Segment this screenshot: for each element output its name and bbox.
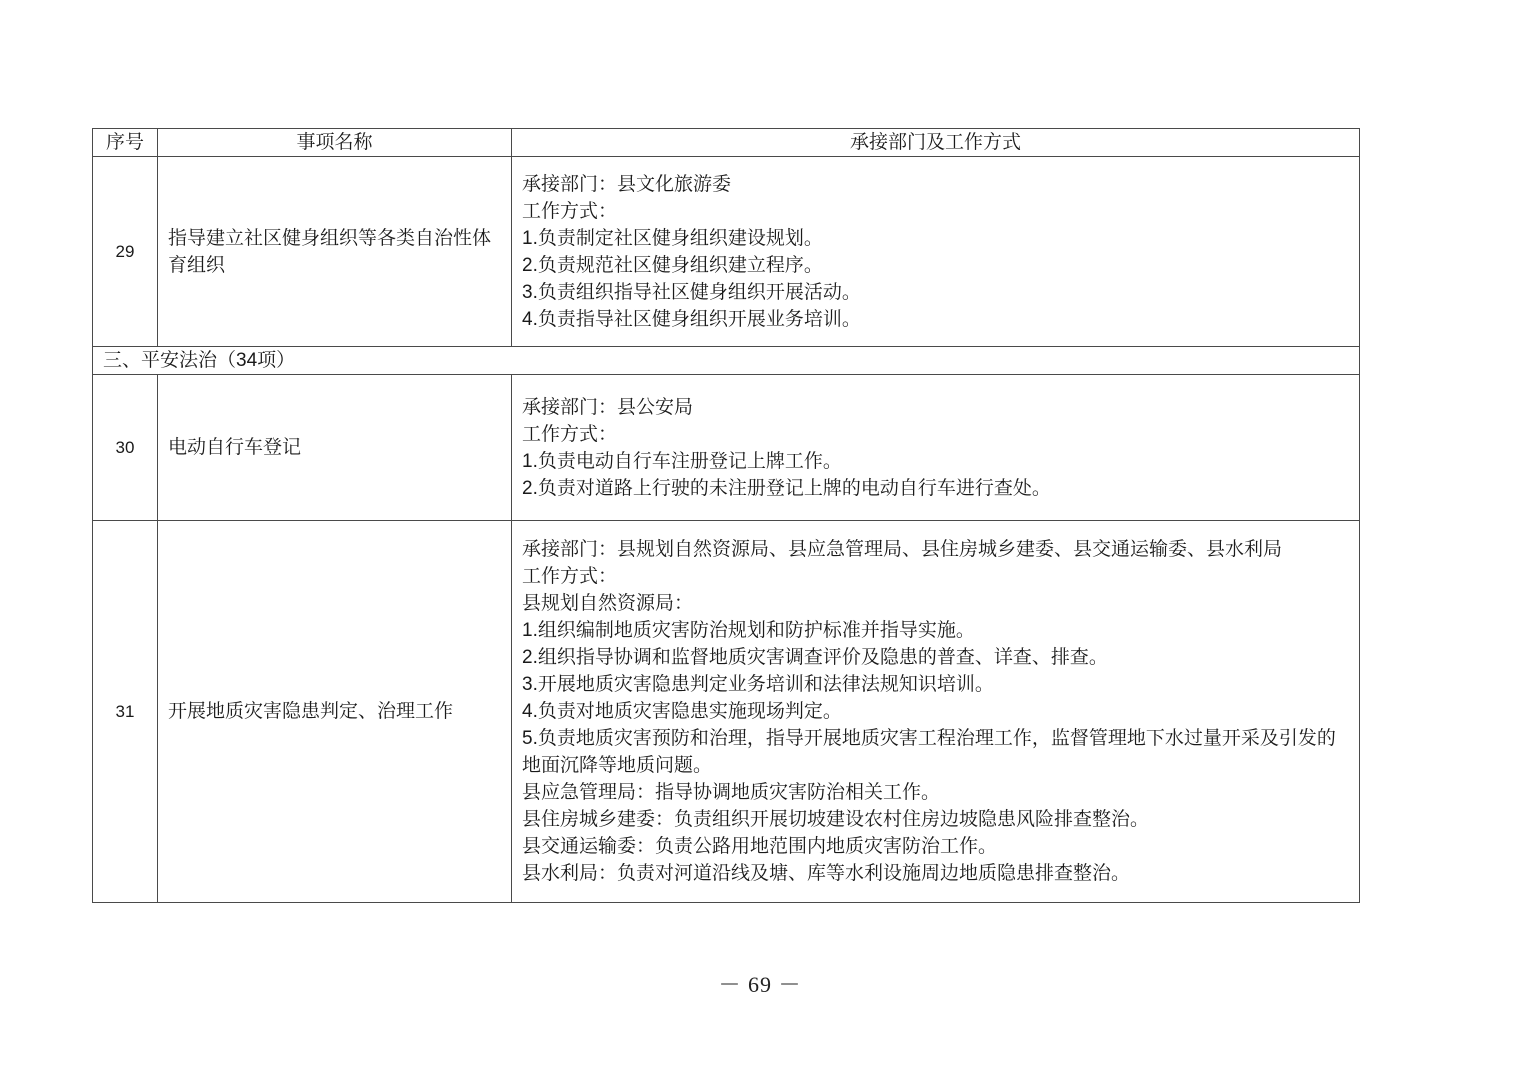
row-dept-method xyxy=(512,157,1360,347)
dept-line: 2.组织指导协调和监督地质灾害调查评价及隐患的普查、详查、排查。 xyxy=(522,647,1108,668)
dept-line: 承接部门：县公安局 xyxy=(522,396,694,418)
page-number: － 69 － xyxy=(718,972,802,997)
header-name: 事项名称 xyxy=(158,129,512,157)
dept-line: 3.开展地质灾害隐患判定业务培训和法律法规知识培训。 xyxy=(522,674,994,695)
dept-line: 5.负责地质灾害预防和治理，指导开展地质灾害工程治理工作，监督管理地下水过量开采及引发的地面沉降等地质问题。 xyxy=(522,728,1336,776)
table-header-row xyxy=(93,129,1360,157)
dept-line: 县水利局：负责对河道沿线及塘、库等水利设施周边地质隐患排查整治。 xyxy=(522,863,1131,884)
dept-line: 3.负责组织指导社区健身组织开展活动。 xyxy=(522,281,861,303)
row-item-name: 电动自行车登记 xyxy=(158,375,512,521)
dept-line: 县应急管理局：指导协调地质灾害防治相关工作。 xyxy=(522,782,941,803)
dept-line: 1.负责制定社区健身组织建设规划。 xyxy=(522,227,823,249)
dept-line: 4.负责指导社区健身组织开展业务培训。 xyxy=(522,308,861,330)
dept-line: 县交通运输委：负责公路用地范围内地质灾害防治工作。 xyxy=(522,836,998,857)
table-row xyxy=(93,375,1360,521)
dept-line: 2.负责规范社区健身组织建立程序。 xyxy=(522,254,823,276)
dept-line: 2.负责对道路上行驶的未注册登记上牌的电动自行车进行查处。 xyxy=(522,477,1051,499)
dept-line: 4.负责对地质灾害隐患实施现场判定。 xyxy=(522,701,842,722)
row-seq: 29 xyxy=(93,157,158,347)
row-dept-method xyxy=(512,375,1360,521)
row-dept-method xyxy=(512,521,1360,903)
dept-line: 工作方式： xyxy=(522,200,618,222)
dept-line: 县规划自然资源局： xyxy=(522,593,694,614)
header-seq: 序号 xyxy=(93,129,158,157)
dept-line: 工作方式： xyxy=(522,423,618,445)
dept-line: 工作方式： xyxy=(522,566,618,587)
document-table xyxy=(92,128,1360,903)
dept-line: 县住房城乡建委：负责组织开展切坡建设农村住房边坡隐患风险排查整治。 xyxy=(522,809,1150,830)
row-item-name: 指导建立社区健身组织等各类自治性体育组织 xyxy=(158,157,512,347)
header-dept: 承接部门及工作方式 xyxy=(512,129,1360,157)
table-row xyxy=(93,521,1360,903)
dept-line: 1.组织编制地质灾害防治规划和防护标准并指导实施。 xyxy=(522,620,975,641)
row-seq: 30 xyxy=(93,375,158,521)
dept-line: 承接部门：县规划自然资源局、县应急管理局、县住房城乡建委、县交通运输委、县水利局 xyxy=(522,539,1283,560)
section-title: 三、平安法治（34项） xyxy=(93,347,1360,375)
row-item-name: 开展地质灾害隐患判定、治理工作 xyxy=(158,521,512,903)
dept-line: 1.负责电动自行车注册登记上牌工作。 xyxy=(522,450,842,472)
section-row xyxy=(93,347,1360,375)
dept-line: 承接部门：县文化旅游委 xyxy=(522,173,732,195)
row-seq: 31 xyxy=(93,521,158,903)
table-row xyxy=(93,157,1360,347)
